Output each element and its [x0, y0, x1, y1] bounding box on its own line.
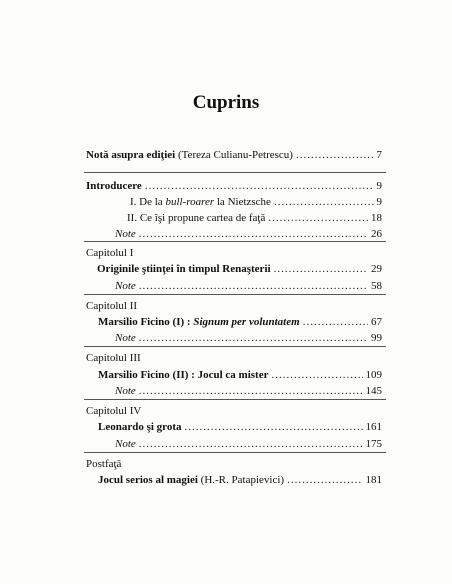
- leader-dots: [287, 473, 362, 487]
- divider: [84, 172, 386, 173]
- toc-entry-label: Marsilio Ficino (II) : Jocul ca mister: [98, 369, 269, 381]
- toc-entry-label: Note: [115, 385, 136, 397]
- toc-entry-label: Marsilio Ficino (I) :: [98, 316, 194, 328]
- toc-entry-label: Originile ştiinţei în timpul Renaşterii: [97, 263, 271, 275]
- leader-dots: [139, 227, 368, 241]
- toc-entry-italic: bull-roarer: [165, 196, 215, 208]
- toc-entry-intro-1[interactable]: [130, 195, 382, 209]
- toc-entry-author: (H.-R. Patapievici): [197, 474, 285, 486]
- toc-entry-page: 99: [371, 332, 382, 344]
- toc-entry-label: Notă asupra ediţiei: [86, 149, 176, 161]
- toc-entry-intro-2[interactable]: [127, 211, 382, 225]
- leader-dots: [296, 148, 374, 162]
- chapter-heading: Capitolul III: [86, 352, 141, 364]
- toc-entry-label: Note: [115, 438, 136, 450]
- leader-dots: [139, 279, 368, 293]
- toc-entry-label: Note: [115, 280, 136, 292]
- divider: [84, 399, 386, 400]
- toc-entry-italic: Signum per voluntatem: [193, 316, 300, 328]
- toc-entry-label-end: la Nietzsche: [214, 196, 271, 208]
- toc-entry-page: 7: [376, 149, 382, 161]
- leader-dots: [303, 315, 368, 329]
- leader-dots: [139, 437, 363, 451]
- chapter-heading: Postfaţă: [86, 458, 122, 470]
- chapter-heading: Capitolul II: [86, 300, 138, 312]
- toc-entry-page: 58: [371, 280, 382, 292]
- leader-dots: [185, 420, 363, 434]
- leader-dots: [271, 368, 362, 382]
- divider: [84, 241, 386, 242]
- toc-entry-label: Note: [115, 332, 136, 344]
- toc-entry-page: 18: [371, 212, 382, 224]
- toc-entry-label: Jocul serios al magiei: [98, 474, 198, 486]
- toc-entry-cap2-note[interactable]: [115, 331, 382, 345]
- toc-entry-page: 181: [365, 474, 382, 486]
- toc-entry-cap3[interactable]: [98, 368, 382, 382]
- divider: [84, 452, 386, 453]
- toc-entry-cap4-note[interactable]: [115, 437, 382, 451]
- divider: [84, 346, 386, 347]
- toc-entry-label: Note: [115, 228, 136, 240]
- toc-entry-page: 9: [376, 180, 382, 192]
- toc-entry-page: 29: [371, 263, 382, 275]
- toc-entry-cap1[interactable]: [97, 262, 382, 276]
- leader-dots: [139, 384, 363, 398]
- toc-entry-page: 26: [371, 228, 382, 240]
- toc-entry-label: Introducere: [86, 180, 142, 192]
- toc-entry-page: 109: [365, 369, 382, 381]
- toc-entry-label: Leonardo şi grota: [98, 421, 182, 433]
- leader-dots: [268, 211, 368, 225]
- toc-entry-postfata[interactable]: [98, 473, 382, 487]
- toc-entry-label: De la: [139, 196, 166, 208]
- leader-dots: [139, 331, 368, 345]
- chapter-heading: Capitolul IV: [86, 405, 142, 417]
- toc-entry-introducere[interactable]: [86, 179, 382, 193]
- toc-entry-cap1-note[interactable]: [115, 279, 382, 293]
- divider: [84, 294, 386, 295]
- toc-entry-cap2[interactable]: [98, 315, 382, 329]
- toc-entry-page: 161: [365, 421, 382, 433]
- page-title: Cuprins: [192, 92, 260, 113]
- leader-dots: [274, 262, 368, 276]
- toc-entry-intro-note[interactable]: [115, 227, 382, 241]
- toc-entry-cap4[interactable]: [98, 420, 382, 434]
- toc-entry-page: 67: [371, 316, 382, 328]
- toc-entry-page: 145: [365, 385, 382, 397]
- chapter-heading: Capitolul I: [86, 247, 134, 259]
- toc-entry-cap3-note[interactable]: [115, 384, 382, 398]
- toc-entry-label: II. Ce îşi propune cartea de faţă: [127, 212, 266, 224]
- leader-dots: [274, 195, 374, 209]
- toc-entry-author: (Tereza Culianu-Petrescu): [175, 149, 293, 161]
- toc-entry-nota[interactable]: [86, 148, 382, 162]
- toc-entry-number: I.: [130, 196, 140, 208]
- leader-dots: [145, 179, 374, 193]
- toc-entry-page: 175: [365, 438, 382, 450]
- toc-entry-page: 9: [376, 196, 382, 208]
